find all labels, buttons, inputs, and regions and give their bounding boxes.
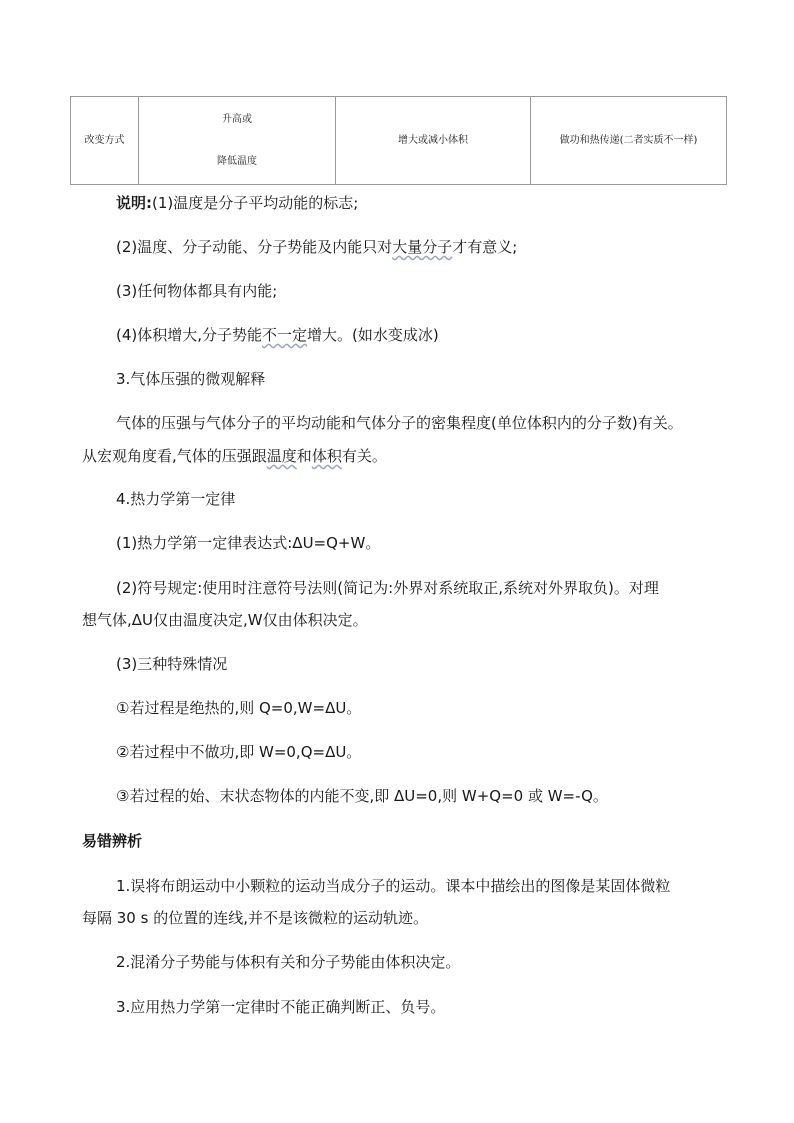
section3-line2-a: 从宏观角度看,气体的压强跟 bbox=[82, 447, 267, 465]
table-cell-method: 改变方式 bbox=[71, 97, 139, 185]
errors-heading: 易错辨析 bbox=[82, 832, 143, 850]
note-item1 bbox=[116, 193, 358, 213]
section4-item1: (1)热力学第一定律表达式:ΔU=Q+W。 bbox=[116, 534, 381, 552]
section3-emphasis-temperature: 温度 bbox=[266, 447, 297, 465]
section4-item3: (3)三种特殊情况 bbox=[116, 655, 228, 673]
table-cell-work-heat: 做功和热传递(二者实质不一样) bbox=[531, 97, 727, 185]
errors-item1-line2: 每隔 30 s 的位置的连线,并不是该微粒的运动轨迹。 bbox=[82, 909, 428, 927]
note-item2-emphasis: 大量分子 bbox=[392, 238, 453, 256]
section4-case3: ③若过程的始、末状态物体的内能不变,即 ΔU=0,则 W+Q=0 或 W=-Q。 bbox=[116, 787, 608, 805]
note-item3: (3)任何物体都具有内能; bbox=[116, 282, 278, 300]
table-cell-temperature-line2: 降低温度 bbox=[217, 155, 257, 167]
note-item2-text-a: (2)温度、分子动能、分子势能及内能只对 bbox=[116, 238, 393, 256]
note-item2 bbox=[116, 237, 517, 257]
note-item4-text-a: (4)体积增大,分子势能 bbox=[116, 326, 263, 344]
note-item2-text-c: 才有意义; bbox=[452, 238, 518, 256]
section4-case1: ①若过程是绝热的,则 Q=0,W=ΔU。 bbox=[116, 699, 362, 717]
section3-emphasis-volume: 体积 bbox=[311, 447, 342, 465]
change-method-table bbox=[70, 96, 727, 185]
section3-line2-c: 和 bbox=[296, 447, 312, 465]
table-cell-volume: 增大或减小体积 bbox=[336, 97, 531, 185]
note-item4-text-c: 增大。(如水变成冰) bbox=[307, 326, 439, 344]
section4-item2-line2: 想气体,ΔU仅由温度决定,W仅由体积决定。 bbox=[82, 611, 368, 629]
table-cell-temperature bbox=[139, 97, 336, 185]
section3-title: 3.气体压强的微观解释 bbox=[116, 370, 266, 388]
errors-item2: 2.混淆分子势能与体积有关和分子势能由体积决定。 bbox=[116, 953, 461, 971]
section4-item2-line1: (2)符号规定:使用时注意符号法则(简记为:外界对系统取正,系统对外界取负)。对理 bbox=[116, 579, 659, 597]
section3-line2 bbox=[82, 446, 387, 466]
section3-line1: 气体的压强与气体分子的平均动能和气体分子的密集程度(单位体积内的分子数)有关。 bbox=[116, 414, 683, 432]
errors-item3: 3.应用热力学第一定律时不能正确判断正、负号。 bbox=[116, 998, 446, 1016]
section3-line2-e: 有关。 bbox=[341, 447, 387, 465]
table-cell-temperature-line1: 升高或 bbox=[222, 113, 252, 125]
note-label: 说明: bbox=[116, 194, 152, 212]
errors-item1-line1: 1.误将布朗运动中小颗粒的运动当成分子的运动。课本中描绘出的图像是某固体微粒 bbox=[116, 877, 671, 895]
note-item4-emphasis: 不一定 bbox=[262, 326, 308, 344]
note-item1-text: (1)温度是分子平均动能的标志; bbox=[152, 194, 359, 212]
table-row bbox=[71, 97, 727, 185]
note-item4 bbox=[116, 325, 439, 345]
section4-title: 4.热力学第一定律 bbox=[116, 490, 236, 508]
section4-case2: ②若过程中不做功,即 W=0,Q=ΔU。 bbox=[116, 743, 362, 761]
